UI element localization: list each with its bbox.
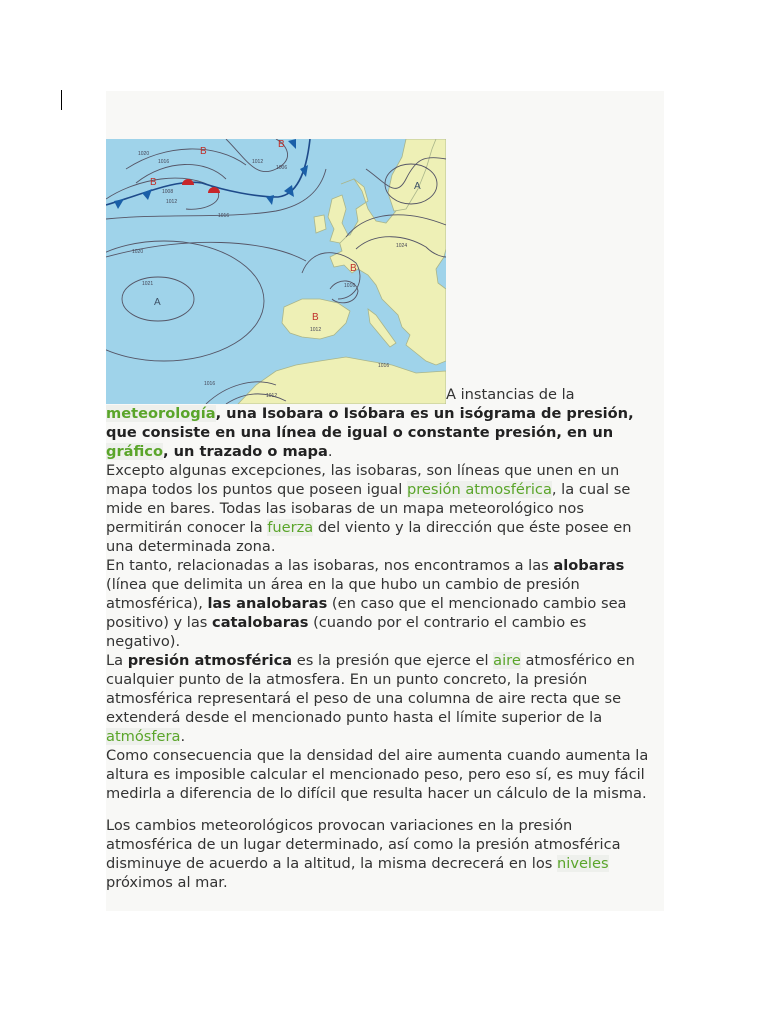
text-segment: (en caso que el mencionado cambio sea positivo) y las	[106, 595, 627, 631]
definition-lead	[106, 405, 634, 460]
text-segment: (línea que delimita un área en la que hubo un cambio de presión atmosférica),	[106, 576, 580, 612]
weather-isobar-map	[106, 139, 446, 404]
link-grafico[interactable]: gráfico	[106, 443, 163, 460]
term-analobaras: las analobaras	[207, 595, 328, 612]
map-isobar-value: 1024	[396, 243, 408, 249]
text-segment: Excepto algunas excepciones, las isobaras, son líneas que unen en un mapa todos los puntos que poseen igual	[106, 462, 620, 498]
map-label-low: B	[150, 177, 157, 188]
definition-bold-2: , un trazado o mapa	[163, 443, 328, 460]
map-label-low: B	[278, 139, 285, 150]
map-svg	[106, 139, 446, 404]
map-label-low: B	[200, 146, 207, 157]
map-isobar-value: 1012	[166, 199, 178, 205]
text-segment: Los cambios meteorológicos provocan variaciones en la presión atmosférica de un lugar determinado, así como la presión atmosférica disminuye de acuerdo a la altitud, la misma decrecerá en los	[106, 817, 621, 872]
paragraph-densidad	[106, 746, 658, 803]
paragraph-gap	[106, 803, 658, 816]
text-segment: es la presión que ejerce el	[292, 652, 494, 669]
map-isobar-value: 1016	[158, 159, 170, 165]
map-label-high: A	[154, 297, 161, 308]
link-atmosfera[interactable]: atmósfera	[106, 728, 181, 745]
map-isobar-value: 1016	[218, 213, 230, 219]
text-segment: Como consecuencia que la densidad del aire aumenta cuando aumenta la altura es imposible calcular el mencionado peso, pero eso sí, es muy fácil medirla a diferencia de lo difícil que resulta hacer un cálculo de la misma.	[106, 747, 649, 802]
term-alobaras: alobaras	[553, 557, 625, 574]
article-body	[106, 139, 658, 892]
paragraph-cambios	[106, 816, 658, 892]
map-label-low: B	[312, 312, 319, 323]
term-presion-atmosferica: presión atmosférica	[127, 652, 293, 669]
map-isobar-value: 1012	[310, 327, 322, 333]
link-aire[interactable]: aire	[493, 652, 521, 669]
text-segment: del viento y la dirección que éste posee en una determinada zona.	[106, 519, 632, 555]
paragraph-isobaras	[106, 461, 658, 556]
link-presion-atmosferica[interactable]: presión atmosférica	[406, 481, 552, 498]
paragraph-presion-atmosferica	[106, 651, 658, 746]
paragraph-isobara-definition	[106, 139, 658, 461]
link-niveles[interactable]: niveles	[557, 855, 609, 872]
text-cursor	[61, 90, 62, 110]
text-segment: próximos al mar.	[106, 874, 228, 891]
definition-bold-1: , una Isobara o Isóbara es un isógrama de presión, que consiste en una línea de igual o constante presión, en un	[106, 405, 634, 441]
text-segment: La	[106, 652, 128, 669]
map-isobar-value: 1020	[138, 151, 150, 157]
text-segment: .	[180, 728, 186, 745]
definition-end: .	[327, 443, 333, 460]
intro-text: A instancias de la	[446, 386, 575, 403]
map-isobar-value: 1020	[132, 249, 144, 255]
map-isobar-value: 1021	[142, 281, 154, 287]
link-fuerza[interactable]: fuerza	[267, 519, 314, 536]
map-isobar-value: 1016	[204, 381, 216, 387]
map-isobar-value: 1012	[266, 393, 278, 399]
text-segment: En tanto, relacionadas a las isobaras, nos encontramos a las	[106, 557, 554, 574]
map-label-high: A	[414, 181, 421, 192]
map-isobar-value: 1008	[162, 189, 174, 195]
text-segment: (cuando por el contrario el cambio es negativo).	[106, 614, 587, 650]
map-isobar-value: 1016	[344, 283, 356, 289]
map-label-low: B	[350, 263, 357, 274]
link-meteorologia[interactable]: meteorología	[106, 405, 216, 422]
map-isobar-value: 1016	[378, 363, 390, 369]
map-isobar-value: 1006	[276, 165, 288, 171]
term-catalobaras: catalobaras	[212, 614, 309, 631]
text-segment: atmosférico en cualquier punto de la atmosfera. En un punto concreto, la presión atmosférica representará el peso de una columna de aire recta que se extenderá desde el mencionado punto hasta el límite superior de la	[106, 652, 635, 726]
map-isobar-value: 1012	[252, 159, 264, 165]
text-segment: , la cual se mide en bares. Todas las isobaras de un mapa meteorológico nos permitirán conocer la	[106, 481, 631, 536]
paragraph-alobaras	[106, 556, 658, 651]
